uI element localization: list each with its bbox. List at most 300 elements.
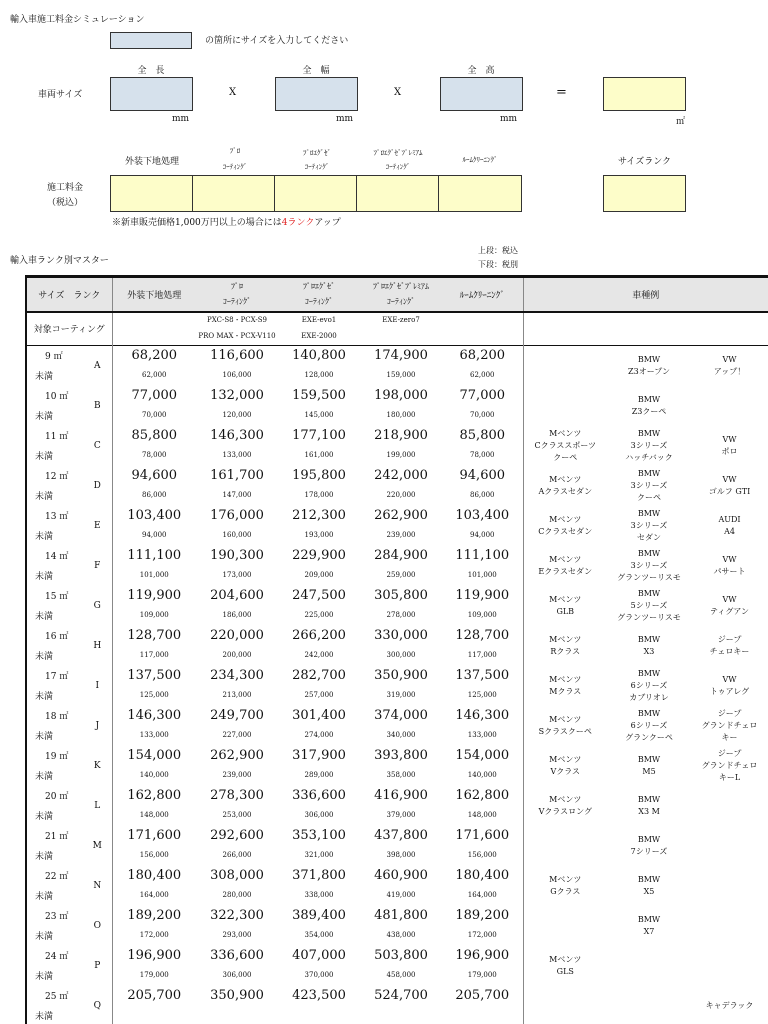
- header-examples: 車種例: [523, 277, 768, 312]
- price-net-base-treatment: 172,000: [139, 931, 169, 939]
- price-net-base-treatment: [112, 1006, 196, 1024]
- price-tax-pro-exe-premium: 218,900: [374, 428, 428, 443]
- price-net-base-treatment: 117,000: [139, 651, 169, 659]
- row-size: 18 ㎡: [26, 706, 83, 726]
- row-miman: 未満: [26, 846, 83, 866]
- price-tax-pro-exe-premium: 393,800: [374, 748, 428, 763]
- row-miman: 未満: [26, 406, 83, 426]
- price-net-pro-exe: 354,000: [304, 931, 334, 939]
- car-example-2: BMW 7シリーズ: [630, 834, 668, 856]
- legend-note: の箇所にサイズを入力してください: [205, 36, 349, 46]
- price-net-pro: 147,000: [222, 491, 252, 499]
- price-tax-pro-exe: 389,400: [292, 908, 346, 923]
- price-tax-room-cleaning: 189,200: [455, 908, 510, 923]
- price-tax-pro-exe-premium: 481,800: [374, 908, 428, 923]
- price-tax-base-treatment: 85,800: [131, 428, 178, 443]
- price-tax-pro: 132,000: [210, 388, 264, 403]
- height-unit: mm: [500, 114, 518, 124]
- price-net-base-treatment: 156,000: [139, 851, 169, 859]
- row-size: 13 ㎡: [26, 506, 83, 526]
- price-tax-base-treatment: 94,600: [131, 468, 178, 483]
- car-example-2: BMW X3 M: [637, 794, 661, 816]
- price-net-pro-exe-premium: 220,000: [386, 491, 416, 499]
- rank-row: [26, 866, 768, 886]
- car-example-2: BMW M5: [637, 754, 661, 776]
- height-input[interactable]: [440, 77, 523, 111]
- car-example-2: BMW Z3オープン: [628, 354, 670, 376]
- target-pro: [196, 312, 278, 346]
- row-size: 20 ㎡: [26, 786, 83, 806]
- price-net-base-treatment: 86,000: [142, 491, 167, 499]
- price-net-base-treatment: 133,000: [139, 731, 169, 739]
- price-net-base-treatment: 125,000: [139, 691, 169, 699]
- price-tax-base-treatment: 128,700: [127, 628, 182, 643]
- header-pro-exe-premium: [360, 277, 442, 312]
- car-example-2: BMW Z3クーペ: [631, 394, 667, 416]
- row-size: 19 ㎡: [26, 746, 83, 766]
- price-tax-room-cleaning: 68,200: [459, 348, 506, 364]
- car-example-3: ジープ グランドチェロ キー: [691, 706, 768, 746]
- input-legend-swatch: [110, 32, 192, 49]
- price-tax-room-cleaning: 205,700: [455, 988, 510, 1003]
- row-rank: D: [83, 466, 112, 506]
- price-net-room-cleaning: 125,000: [467, 691, 497, 699]
- target-pro-exe-line1: EXE-evo1: [301, 316, 337, 325]
- car-example-3: AUDI A4: [691, 506, 768, 546]
- price-net-base-treatment: 62,000: [142, 371, 167, 379]
- price-tax-room-cleaning: 162,800: [455, 788, 510, 803]
- car-example-1: Mベンツ Eクラスセダン: [523, 546, 607, 586]
- price-net-pro-exe-premium: 398,000: [386, 851, 416, 859]
- fee-header-pro: ﾌﾟﾛ: [229, 147, 241, 155]
- multiply-symbol-2: X: [394, 87, 402, 98]
- rank-row: [26, 586, 768, 606]
- price-tax-base-treatment: 171,600: [127, 828, 182, 843]
- price-tax-room-cleaning: 77,000: [459, 388, 506, 403]
- row-size: 12 ㎡: [26, 466, 83, 486]
- price-net-room-cleaning: 70,000: [470, 411, 495, 419]
- row-miman: 未満: [26, 446, 83, 466]
- car-example-2: [607, 986, 691, 1024]
- price-net-room-cleaning: 62,000: [470, 371, 495, 379]
- car-example-2: BMW X7: [637, 914, 661, 936]
- car-example-1: [523, 986, 607, 1024]
- price-net-pro-exe-premium: 159,000: [386, 371, 416, 379]
- car-example-1: Mベンツ GLB: [523, 586, 607, 626]
- price-net-room-cleaning: 133,000: [467, 731, 497, 739]
- price-net-room-cleaning: 109,000: [467, 611, 497, 619]
- row-miman: 未満: [26, 1006, 83, 1024]
- header-room-cleaning: ﾙｰﾑｸﾘｰﾆﾝｸﾞ: [442, 277, 523, 312]
- price-net-pro-exe: 274,000: [304, 731, 334, 739]
- row-rank: E: [83, 506, 112, 546]
- price-tax-room-cleaning: 103,400: [455, 508, 510, 523]
- price-net-pro-exe-premium: 239,000: [386, 531, 416, 539]
- price-tax-pro: 161,700: [210, 468, 264, 483]
- price-tax-pro: 176,000: [210, 508, 264, 523]
- row-size: 23 ㎡: [26, 906, 83, 926]
- car-example-1: Mベンツ GLS: [523, 946, 607, 986]
- row-miman: 未満: [26, 646, 83, 666]
- luxury-note-highlight: 4ランク: [281, 218, 315, 228]
- price-tax-pro-exe-premium: 460,900: [374, 868, 428, 883]
- rank-row: [26, 826, 768, 846]
- car-example-1: Mベンツ Rクラス: [523, 626, 607, 666]
- car-example-3: VW ポロ: [691, 426, 768, 466]
- row-size: 16 ㎡: [26, 626, 83, 646]
- price-net-room-cleaning: 86,000: [470, 491, 495, 499]
- target-examples: [523, 312, 768, 346]
- equals-symbol: =: [556, 85, 567, 100]
- car-example-2: BMW X3: [637, 634, 661, 656]
- rank-row: [26, 346, 768, 366]
- target-pro-exe-line2: EXE-2000: [301, 332, 337, 341]
- price-net-pro: 253,000: [222, 811, 252, 819]
- price-tax-base-treatment: 111,100: [127, 548, 182, 563]
- price-net-room-cleaning: 156,000: [467, 851, 497, 859]
- price-tax-pro-exe: 423,500: [292, 988, 346, 1003]
- price-tax-room-cleaning: 85,800: [459, 428, 506, 443]
- row-rank: L: [83, 786, 112, 826]
- price-tax-base-treatment: 162,800: [127, 788, 182, 803]
- length-input[interactable]: [110, 77, 193, 111]
- car-example-1: Mベンツ Sクラスクーペ: [523, 706, 607, 746]
- price-tax-base-treatment: 154,000: [127, 748, 182, 763]
- price-tax-pro: 146,300: [210, 428, 264, 443]
- row-size: 21 ㎡: [26, 826, 83, 846]
- fee-label: 施工料金: [46, 183, 83, 193]
- price-tax-room-cleaning: 137,500: [455, 668, 510, 683]
- price-net-pro: [196, 1006, 278, 1024]
- price-tax-pro-exe-premium: 174,900: [374, 348, 428, 364]
- luxury-note-prefix: ※新車販売価格1,000万円以上の場合には: [112, 218, 282, 228]
- price-net-base-treatment: 164,000: [139, 891, 169, 899]
- car-example-1: [523, 906, 607, 946]
- car-example-3: ジープ チェロキー: [691, 626, 768, 666]
- price-net-pro-exe: 257,000: [304, 691, 334, 699]
- price-tax-pro-exe: 371,800: [292, 868, 346, 883]
- target-pro-exe-premium: [360, 312, 442, 346]
- row-miman: 未満: [26, 766, 83, 786]
- car-example-2: BMW 5シリーズ グランツーリスモ: [617, 588, 681, 622]
- price-net-pro-exe-premium: 419,000: [386, 891, 416, 899]
- car-example-3: ジープ グランドチェロ キーL: [691, 746, 768, 786]
- price-net-pro: 133,000: [222, 451, 252, 459]
- car-example-3: VW パサート: [691, 546, 768, 586]
- row-miman: 未満: [26, 366, 83, 386]
- price-tax-pro: 220,000: [210, 628, 264, 643]
- price-net-room-cleaning: 179,000: [467, 971, 497, 979]
- row-size: 11 ㎡: [26, 426, 83, 446]
- price-tax-base-treatment: 146,300: [127, 708, 182, 723]
- header-pro-line1: ﾌﾟﾛ: [231, 282, 244, 292]
- car-example-2: [607, 946, 691, 986]
- price-net-base-treatment: 70,000: [142, 411, 167, 419]
- price-tax-pro-exe: 301,400: [292, 708, 346, 723]
- car-example-1: Mベンツ Cクラススポーツ クーペ: [523, 426, 607, 466]
- price-tax-pro: 116,600: [210, 348, 264, 364]
- car-example-1: [523, 346, 607, 386]
- fee-label-tax: （税込）: [46, 198, 83, 208]
- rank-row: [26, 426, 768, 446]
- price-tax-pro: 262,900: [210, 748, 264, 763]
- row-miman: 未満: [26, 486, 83, 506]
- price-net-pro-exe-premium: 300,000: [386, 651, 416, 659]
- price-net-pro-exe-premium: 278,000: [386, 611, 416, 619]
- luxury-note: [112, 215, 341, 228]
- price-tax-room-cleaning: 196,900: [455, 948, 510, 963]
- area-unit: ㎡: [676, 117, 686, 127]
- price-tax-pro-exe-premium: 350,900: [374, 668, 428, 683]
- price-net-pro: 280,000: [222, 891, 252, 899]
- row-rank: P: [83, 946, 112, 986]
- price-tax-pro-exe: 140,800: [292, 348, 346, 364]
- target-pro-line1: PXC-S8・PCX-S9: [207, 316, 267, 325]
- car-example-3: [691, 946, 768, 986]
- car-example-3: VW トゥアレグ: [691, 666, 768, 706]
- price-tax-pro-exe-premium: 262,900: [374, 508, 428, 523]
- target-room-cleaning: [442, 312, 523, 346]
- price-tax-base-treatment: 180,400: [127, 868, 182, 883]
- rank-row: [26, 666, 768, 686]
- price-net-pro-exe-premium: [360, 1006, 442, 1024]
- price-tax-pro: 292,600: [210, 828, 264, 843]
- price-tax-base-treatment: 119,900: [127, 588, 182, 603]
- row-miman: 未満: [26, 886, 83, 906]
- price-tax-pro-exe-premium: 242,000: [374, 468, 428, 483]
- price-net-pro-exe: 193,000: [304, 531, 334, 539]
- fee-output-pro-exe: [274, 175, 357, 212]
- car-example-1: Mベンツ Vクラスロング: [523, 786, 607, 826]
- price-tax-pro-exe: 229,900: [292, 548, 346, 563]
- fee-header-pro-exe: ﾌﾟﾛｴｸﾞｾﾞ: [303, 149, 331, 157]
- price-net-base-treatment: 101,000: [139, 571, 169, 579]
- car-example-1: Mベンツ Vクラス: [523, 746, 607, 786]
- price-tax-pro-exe-premium: 374,000: [374, 708, 428, 723]
- row-miman: 未満: [26, 806, 83, 826]
- row-size: 9 ㎡: [26, 346, 83, 366]
- rank-row: [26, 626, 768, 646]
- price-tax-room-cleaning: 180,400: [455, 868, 510, 883]
- car-example-1: [523, 386, 607, 426]
- rank-row: [26, 906, 768, 926]
- price-tax-pro: 322,300: [210, 908, 264, 923]
- size-rank-output: [603, 175, 686, 212]
- rank-row: [26, 466, 768, 486]
- row-rank: N: [83, 866, 112, 906]
- row-miman: 未満: [26, 966, 83, 986]
- rank-row: [26, 506, 768, 526]
- row-rank: Q: [83, 986, 112, 1024]
- price-tax-pro-exe: 282,700: [292, 668, 346, 683]
- price-tax-pro: 308,000: [210, 868, 264, 883]
- multiply-symbol-1: X: [229, 87, 237, 98]
- price-net-base-treatment: 78,000: [142, 451, 167, 459]
- price-tax-pro-exe-premium: 437,800: [374, 828, 428, 843]
- car-example-3: [691, 866, 768, 906]
- header-pro-exe: [278, 277, 360, 312]
- row-rank: M: [83, 826, 112, 866]
- price-net-pro: 160,000: [222, 531, 252, 539]
- car-example-2: BMW 6シリーズ カブリオレ: [629, 668, 669, 702]
- price-net-pro: 266,000: [222, 851, 252, 859]
- target-pro-exe-premium-line1: EXE-zero7: [382, 316, 420, 325]
- price-tax-base-treatment: 77,000: [131, 388, 178, 403]
- car-example-3: VW ゴルフ GTI: [691, 466, 768, 506]
- price-tax-base-treatment: 103,400: [127, 508, 182, 523]
- row-rank: G: [83, 586, 112, 626]
- price-tax-pro: 336,600: [210, 948, 264, 963]
- price-net-pro-exe-premium: 259,000: [386, 571, 416, 579]
- page-title: 輸入車施工料金シミュレーション: [10, 15, 145, 25]
- price-net-pro-exe-premium: 438,000: [386, 931, 416, 939]
- row-size: 25 ㎡: [26, 986, 83, 1006]
- vehicle-size-label: 車両サイズ: [38, 90, 83, 100]
- price-net-pro-exe: 178,000: [304, 491, 334, 499]
- fee-output-pro-exe-premium: [356, 175, 439, 212]
- price-tax-base-treatment: 137,500: [127, 668, 182, 683]
- rank-row: [26, 706, 768, 726]
- price-tax-pro-exe: 407,000: [292, 948, 346, 963]
- height-label: 全 高: [467, 66, 495, 76]
- luxury-note-suffix: アップ: [314, 218, 341, 228]
- rank-row: [26, 546, 768, 566]
- row-rank: F: [83, 546, 112, 586]
- price-tax-room-cleaning: 128,700: [455, 628, 510, 643]
- row-miman: 未満: [26, 686, 83, 706]
- price-net-pro-exe: 128,000: [304, 371, 334, 379]
- price-tax-pro: 190,300: [210, 548, 264, 563]
- car-example-1: Mベンツ Cクラスセダン: [523, 506, 607, 546]
- target-pro-exe: [278, 312, 360, 346]
- row-size: 10 ㎡: [26, 386, 83, 406]
- length-label: 全 長: [137, 66, 165, 76]
- target-base: [112, 312, 196, 346]
- price-net-pro-exe-premium: 199,000: [386, 451, 416, 459]
- car-example-2: BMW 3シリーズ グランツーリスモ: [617, 548, 681, 582]
- price-tax-pro-exe-premium: 198,000: [374, 388, 428, 403]
- row-size: 22 ㎡: [26, 866, 83, 886]
- price-net-pro: 173,000: [222, 571, 252, 579]
- row-size: 17 ㎡: [26, 666, 83, 686]
- price-net-pro-exe: 209,000: [304, 571, 334, 579]
- fee-header-pro-exe-premium: ﾌﾟﾛｴｸﾞｾﾞﾌﾟﾚﾐｱﾑ: [373, 149, 423, 157]
- row-rank: H: [83, 626, 112, 666]
- price-net-base-treatment: 140,000: [139, 771, 169, 779]
- price-tax-pro-exe-premium: 330,000: [374, 628, 428, 643]
- price-tax-pro-exe: 159,500: [292, 388, 346, 403]
- row-rank: B: [83, 386, 112, 426]
- row-rank: A: [83, 346, 112, 386]
- price-net-pro-exe-premium: 358,000: [386, 771, 416, 779]
- car-example-1: Mベンツ Aクラスセダン: [523, 466, 607, 506]
- area-output: [603, 77, 686, 111]
- price-tax-pro-exe: 177,100: [292, 428, 346, 443]
- row-miman: 未満: [26, 566, 83, 586]
- row-miman: 未満: [26, 726, 83, 746]
- fee-header-room-cleaning: ﾙｰﾑｸﾘｰﾆﾝｸﾞ: [462, 156, 498, 164]
- fee-header-base-treatment: 外装下地処理: [124, 157, 179, 167]
- price-net-pro-exe: 225,000: [304, 611, 334, 619]
- price-net-pro-exe: 338,000: [304, 891, 334, 899]
- price-net-pro: 239,000: [222, 771, 252, 779]
- row-rank: K: [83, 746, 112, 786]
- row-rank: C: [83, 426, 112, 466]
- header-pro-line2: ｺｰﾃｨﾝｸﾞ: [223, 297, 252, 307]
- price-net-pro-exe-premium: 458,000: [386, 971, 416, 979]
- price-tax-pro: 234,300: [210, 668, 264, 683]
- price-tax-pro-exe-premium: 503,800: [374, 948, 428, 963]
- fee-output-room-cleaning: [438, 175, 522, 212]
- price-net-pro: 293,000: [222, 931, 252, 939]
- fee-output-base-treatment: [110, 175, 193, 212]
- price-net-pro-exe: 306,000: [304, 811, 334, 819]
- price-tax-room-cleaning: 146,300: [455, 708, 510, 723]
- row-rank: I: [83, 666, 112, 706]
- price-tax-room-cleaning: 171,600: [455, 828, 510, 843]
- target-pro-line2: PRO MAX・PCX-V110: [198, 332, 276, 341]
- price-net-base-treatment: 94,000: [142, 531, 167, 539]
- header-pro: [196, 277, 278, 312]
- width-unit: mm: [336, 114, 354, 124]
- fee-header-pro-sub: ｺｰﾃｨﾝｸﾞ: [222, 163, 248, 171]
- length-unit: mm: [172, 114, 190, 124]
- row-miman: 未満: [26, 606, 83, 626]
- price-net-room-cleaning: 78,000: [470, 451, 495, 459]
- header-base-treatment: 外装下地処理: [112, 277, 196, 312]
- price-tax-pro-exe: 247,500: [292, 588, 346, 603]
- price-tax-base-treatment: 196,900: [127, 948, 182, 963]
- table-header-row: [26, 277, 768, 312]
- price-tax-pro-exe: 336,600: [292, 788, 346, 803]
- price-net-room-cleaning: 172,000: [467, 931, 497, 939]
- rank-row: [26, 946, 768, 966]
- row-size: 15 ㎡: [26, 586, 83, 606]
- price-net-room-cleaning: 164,000: [467, 891, 497, 899]
- fee-output-pro: [192, 175, 275, 212]
- price-tax-pro-exe: 266,200: [292, 628, 346, 643]
- price-net-pro: 106,000: [222, 371, 252, 379]
- price-tax-room-cleaning: 119,900: [455, 588, 510, 603]
- price-tax-base-treatment: 68,200: [131, 348, 178, 364]
- price-net-pro-exe: [278, 1006, 360, 1024]
- price-tax-pro-exe: 317,900: [292, 748, 346, 763]
- size-rank-label: サイズランク: [617, 157, 672, 167]
- price-net-room-cleaning: 148,000: [467, 811, 497, 819]
- lower-row-note: 下段：税別: [478, 260, 518, 269]
- width-label: 全 幅: [302, 66, 330, 76]
- price-net-base-treatment: 109,000: [139, 611, 169, 619]
- rank-row: [26, 786, 768, 806]
- car-example-2: BMW 3シリーズ セダン: [630, 508, 668, 542]
- rank-row: [26, 986, 768, 1006]
- price-tax-room-cleaning: 94,600: [459, 468, 506, 483]
- price-net-pro-exe-premium: 180,000: [386, 411, 416, 419]
- price-net-pro: 120,000: [222, 411, 252, 419]
- master-title: 輸入車ランク別マスター: [10, 256, 109, 266]
- rank-row: [26, 386, 768, 406]
- car-example-2: BMW 6シリーズ グランクーペ: [625, 708, 673, 742]
- width-input[interactable]: [275, 77, 358, 111]
- upper-row-note: 上段：税込: [478, 246, 518, 255]
- price-net-pro-exe-premium: 340,000: [386, 731, 416, 739]
- car-example-1: Mベンツ Mクラス: [523, 666, 607, 706]
- car-example-3: VW アップ！: [691, 346, 768, 386]
- price-tax-pro-exe-premium: 305,800: [374, 588, 428, 603]
- price-tax-base-treatment: 205,700: [127, 988, 182, 1003]
- row-miman: 未満: [26, 526, 83, 546]
- price-net-pro: 306,000: [222, 971, 252, 979]
